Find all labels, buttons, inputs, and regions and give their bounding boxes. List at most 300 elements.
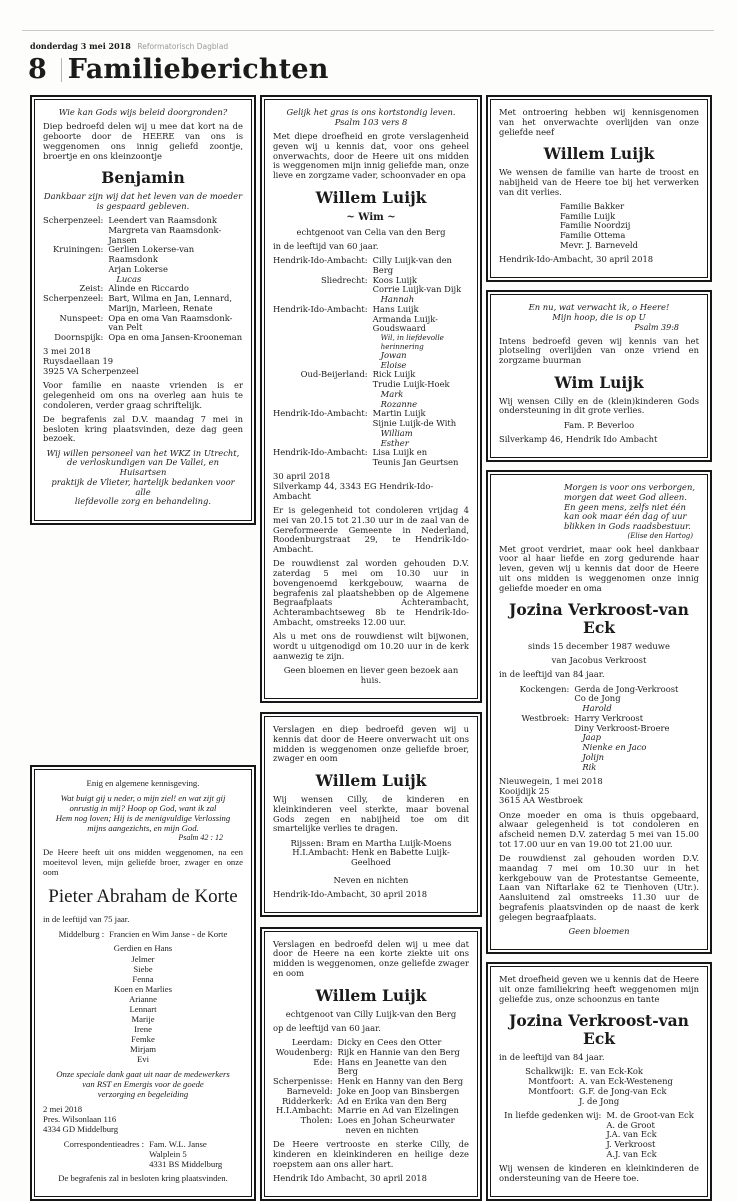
- verse-line: Mijn hoop, die is op U: [552, 312, 646, 323]
- verse-block: [273, 108, 469, 128]
- rows-table: [64, 1139, 223, 1169]
- verse-block: [43, 108, 243, 118]
- column-1: [30, 95, 256, 1201]
- centered-list: [499, 202, 699, 251]
- verse-block: [499, 303, 699, 332]
- top-rule: [22, 30, 714, 31]
- verse-line: van RST en Emergis voor de goede: [82, 1079, 204, 1090]
- value-line: E. van Eck-Kok: [579, 1066, 643, 1077]
- value-line: A.J. van Eck: [606, 1148, 657, 1159]
- row-label: Hendrik-Ido-Ambacht:: [273, 255, 368, 266]
- notice-content: [490, 294, 708, 458]
- value-line: Opa en oma Van Raamsdonk-van Pelt: [108, 312, 233, 333]
- verse-line: is gespaard gebleven.: [96, 200, 190, 211]
- notice-jozina-verkroost-zus: [486, 962, 712, 1201]
- value-line: Harry Verkroost: [574, 712, 644, 723]
- row: [273, 1106, 469, 1116]
- centered-line: Evi: [136, 1054, 150, 1065]
- notice-content: [264, 99, 478, 699]
- value-line: Wil, in liefdevolle herinnering: [380, 333, 444, 351]
- value-line: Corrie Luijk-van Dijk: [372, 284, 462, 295]
- deceased-name: Pieter Abraham de Korte: [48, 886, 238, 908]
- text-line: 3 mei 2018: [43, 346, 91, 357]
- row: [64, 1139, 223, 1169]
- paragraph: Met diepe droefheid en grote verslagenheid geven wij u kennis dat, voor ons geheel onverwachts, door de Heere uit ons midden is weggenomen mijn innig geliefde man, onze lieve en zorgzame vader, schoonvader en opa: [273, 131, 469, 180]
- row-label: Woudenberg:: [275, 1046, 333, 1057]
- verse-block: [43, 192, 243, 212]
- row-values: [108, 314, 243, 334]
- centered-line: Fenna: [132, 973, 154, 984]
- value-line: A. de Groot: [606, 1119, 655, 1130]
- row-label: Westbroek:: [521, 712, 570, 723]
- centered-line: Rijssen: Bram en Martha Luijk-Moens: [290, 837, 452, 848]
- paragraph: De Heere vertrooste en sterke Cilly, de kinderen en kleinkinderen en heilige deze roepstem aan ons aller hart.: [273, 1139, 469, 1169]
- deceased-name: Willem Luijk: [315, 771, 427, 791]
- row: [273, 1087, 469, 1097]
- column-2: [260, 95, 482, 1201]
- text-line: 4334 GD Middelburg: [43, 1124, 119, 1135]
- row-label: Middelburg :: [58, 928, 105, 939]
- row-label: Nunspeet:: [59, 312, 104, 323]
- paragraph: Onze moeder en oma is thuis opgebaard, alwaar gelegenheid is tot condoleren en afscheid nemen D.V. zaterdag 5 mei van 15.00 tot 17.00 uur en van 19.00 tot 21.00 uur.: [499, 809, 699, 849]
- value-line: Jowan: [380, 349, 407, 360]
- notice-wim-luijk-buurman: [486, 290, 712, 462]
- row-values: [108, 216, 243, 245]
- row: [43, 333, 243, 343]
- row-label: Ede:: [313, 1056, 333, 1067]
- row: [273, 305, 469, 370]
- rows-table: [273, 1038, 469, 1136]
- value-line: Marijn, Marleen, Renate: [108, 302, 213, 313]
- value-line: Rozanne: [380, 398, 418, 409]
- row-label: Scherpenzeel:: [43, 215, 104, 226]
- value-line: Esther: [380, 437, 409, 448]
- row-label: Hendrik-Ido-Ambacht:: [273, 408, 368, 419]
- text-line: in de leeftijd van 60 jaar.: [273, 240, 379, 251]
- verse-line: Hem nog loven; Hij is de menigvuldige Verlossing: [55, 813, 231, 824]
- value-line: J. Verkroost: [606, 1139, 656, 1149]
- value-line: Jaap: [582, 732, 602, 743]
- rows-table: [504, 1111, 694, 1160]
- value-line: G.F. de Jong-van Eck: [579, 1085, 667, 1096]
- paragraph: Er is gelegenheid tot condoleren vrijdag 4 mei van 20.15 tot 21.30 uur in de zaal van de Gereformeerde Gemeente in Nederland, Roodenburgstraat 29, te Hendrik-Ido-Ambacht.: [273, 505, 469, 555]
- rows-table: [525, 1067, 673, 1106]
- label-value-rows: [273, 256, 469, 468]
- value-line: Trudie Luijk-Hoek: [372, 379, 450, 390]
- row-label: H.I.Ambacht:: [275, 1105, 333, 1116]
- deceased-name: Willem Luijk: [543, 144, 655, 164]
- row-label: Kruiningen:: [52, 244, 104, 255]
- paragraph: We wensen de familie van harte de troost en nabijheid van de Heere toe bij het verwerken van dit verlies.: [499, 167, 699, 197]
- row: [273, 1058, 469, 1078]
- value-line: Hannah: [380, 294, 415, 305]
- verse-line: Onze speciale dank gaat uit naar de medewerkers: [56, 1069, 230, 1080]
- row-values: [338, 1058, 469, 1078]
- row: [273, 1077, 469, 1087]
- verse-lines: [564, 483, 695, 532]
- paragraph: Wij wensen Cilly, de kinderen en kleinkinderen veel sterkte, maar bovenal Gods zegen en nabijheid toe om dit smartelijke verlies te dragen.: [273, 794, 469, 834]
- row-values: [108, 245, 243, 284]
- verse-line: verzorging en begeleiding: [97, 1089, 189, 1100]
- value-line: neven en nichten: [345, 1124, 419, 1135]
- verse-block: [43, 1069, 243, 1099]
- row: [43, 216, 243, 245]
- verse-block: [43, 449, 243, 508]
- value-line: Rijk en Hannie van den Berg: [337, 1046, 460, 1057]
- row-label: Kockengen:: [519, 683, 570, 694]
- rows-table: [273, 256, 469, 468]
- deceased-name: Jozina Verkroost-van Eck: [509, 600, 689, 638]
- paragraph: De rouwdienst zal worden gehouden D.V. zaterdag 5 mei om 10.30 uur in bovengenoemd kerkgebouw, waarna de begrafenis zal plaatshebben op de Algemene Begraafplaats Achterambacht, Achterambachtseweg 8b te Hendrik-Ido-Ambacht, omstreeks 12.00 uur.: [273, 558, 469, 627]
- value-line: Loes en Johan Scheurwater: [337, 1115, 455, 1125]
- row-label: Leerdam:: [291, 1037, 333, 1047]
- row-values: [108, 333, 243, 343]
- value-line: Walplein 5: [149, 1148, 187, 1159]
- paragraph: Met ontroering hebben wij kennisgenomen van het onverwachte overlijden van onze geliefde neef: [499, 107, 699, 137]
- centered-line: Irene: [134, 1024, 152, 1035]
- list-line: Familie Noordzij: [560, 220, 631, 231]
- value-line: Opa en oma Jansen-Krooneman: [108, 332, 243, 343]
- row-values: [338, 1097, 469, 1107]
- text-lines: [499, 1053, 699, 1063]
- centered-line: H.I.Ambacht: Henk en Babette Luijk-Geelhoed: [292, 847, 450, 868]
- row-values: [373, 370, 469, 409]
- text-line: Kooijdijk 25: [499, 785, 550, 796]
- paragraph: De Heere heeft uit ons midden weggenomen, na een moeitevol leven, mijn geliefde broer, zwager en onze oom: [43, 847, 243, 878]
- list-line: Familie Luijk: [560, 210, 616, 221]
- paragraph: De rouwdienst zal gehouden worden D.V. maandag 7 mei om 10.30 uur in het kerkgebouw van de Protestantse Gemeente, Laan van Niftarlake 62 te Tienhoven (Utr.). Aansluitend zal omstreeks 11.30 uur de begrafenis plaatsvinden op de naast de kerk gelegen begraafplaats.: [499, 853, 699, 922]
- row-values: [373, 305, 469, 370]
- notice-willem-luijk-broer: [260, 712, 482, 917]
- row-values: [373, 448, 469, 468]
- row-label: Scherpenisse:: [273, 1076, 333, 1086]
- row-values: [108, 294, 243, 314]
- text-line: in de leeftijd van 75 jaar.: [43, 914, 130, 925]
- value-line: Gerda de Jong-Verkroost: [574, 683, 679, 694]
- label-value-rows: [499, 1111, 699, 1160]
- masthead-divider: [61, 58, 62, 82]
- deceased-name: Benjamin: [101, 168, 185, 188]
- centered-line: Mirjam: [129, 1044, 157, 1055]
- text-line: op de leeftijd van 60 jaar.: [273, 1022, 381, 1033]
- verse-line: liefdevolle zorg en behandeling.: [74, 496, 212, 507]
- centered-text: Geen bloemen en liever geen bezoek aan huis.: [283, 664, 459, 685]
- paragraph: Voor familie en naaste vrienden is er gelegenheid om ons na overleg aan huis te condoleren, verder graag schriftelijk.: [43, 380, 243, 410]
- value-line: Gerlien Lokerse-van Raamsdonk: [108, 244, 195, 265]
- text-line: Hendrik Ido Ambacht, 30 april 2018: [273, 1172, 427, 1183]
- verse-line: praktijk de Vlieter, hartelijk bedanken voor alle: [51, 476, 235, 497]
- value-line: Arjan Lokerse: [108, 263, 168, 274]
- row: [273, 256, 469, 276]
- row: [504, 1111, 694, 1160]
- verse-line: Wie kan Gods wijs beleid doorgronden?: [58, 107, 228, 117]
- row: [43, 314, 243, 334]
- verse-line: Psalm 103 vers 8: [334, 116, 408, 127]
- value-line: Margreta van Raamsdonk-Jansen: [108, 224, 222, 245]
- name-subtitle: ~ Wim ~: [346, 211, 396, 223]
- row: [59, 929, 228, 939]
- row: [520, 685, 679, 714]
- rows-table: [520, 685, 679, 773]
- row-values: [606, 1111, 694, 1160]
- row-values: [373, 409, 469, 448]
- kicker-paper-name: Reformatorisch Dagblad: [137, 42, 229, 51]
- value-line: Leendert van Raamsdonk: [108, 215, 217, 226]
- verse-line: En nu, wat verwacht ik, o Heere!: [528, 302, 670, 313]
- value-line: Eloise: [380, 359, 407, 370]
- centered-line: Gerdien en Hans: [113, 943, 173, 954]
- label-value-rows: [499, 1067, 699, 1106]
- verse-attribution: Psalm 39:8: [634, 322, 679, 332]
- row: [43, 245, 243, 284]
- verse-line: Wij willen personeel van het WKZ in Utrecht,: [46, 447, 240, 458]
- centered-line: Jelmer: [131, 953, 155, 964]
- row-label: Montfoort:: [528, 1076, 575, 1086]
- paragraph: Als u met ons de rouwdienst wilt bijwonen, wordt u uitgenodigd om 10.20 uur in de kerk aanwezig te zijn.: [273, 631, 469, 661]
- centered-line: Femke: [131, 1034, 155, 1045]
- value-line: Co de Jong: [574, 693, 621, 704]
- row-label: Schalkwijk:: [525, 1066, 575, 1077]
- centered-line: Neven en nichten: [333, 874, 409, 885]
- value-line: William: [380, 427, 413, 438]
- verse-line: onrustig in mij? Hoop op God, want ik zal: [69, 803, 217, 814]
- list-line: Mevr. J. Barneveld: [560, 239, 638, 250]
- name-subtitle: echtgenoot van Cilly Luijk-van den Berg: [285, 1008, 457, 1019]
- paragraph: De begrafenis zal D.V. maandag 7 mei in besloten kring plaatsvinden, deze dag geen bezoek.: [43, 413, 243, 444]
- row-label: Ridderkerk:: [281, 1095, 333, 1106]
- row-label: In liefde gedenken wij:: [504, 1109, 602, 1120]
- row-label: Tholen:: [300, 1115, 333, 1125]
- list-lines: [560, 202, 638, 251]
- text-line: in de leeftijd van 84 jaar.: [499, 1052, 605, 1062]
- row: [273, 276, 469, 305]
- text-line: Hendrik-Ido-Ambacht, 30 april 2018: [273, 889, 428, 900]
- deceased-name: Jozina Verkroost-van Eck: [509, 1011, 689, 1049]
- value-line: Hans en Jeanette van den Berg: [337, 1056, 447, 1077]
- verse-line: morgen dat weet God alleen.: [564, 491, 687, 502]
- row-label: Hendrik-Ido-Ambacht:: [273, 303, 368, 314]
- verse-line: Dankbaar zijn wij dat het leven van de moeder: [43, 191, 243, 202]
- verse-right-block: [499, 483, 699, 540]
- row-values: [579, 1087, 673, 1107]
- row-label: Doornspijk:: [54, 332, 104, 343]
- row: [273, 1116, 469, 1136]
- centered-text: Enig en algemene kennisgeving.: [86, 778, 200, 789]
- centered-line: Lennart: [129, 1004, 157, 1014]
- row-label: Hendrik-Ido-Ambacht:: [273, 447, 368, 458]
- row: [273, 409, 469, 448]
- value-line: Fam. W.L. Janse: [149, 1138, 207, 1149]
- value-line: Bart, Wilma en Jan, Lennard,: [108, 293, 232, 304]
- row: [525, 1087, 673, 1107]
- text-lines: [499, 255, 699, 265]
- deceased-name: Willem Luijk: [315, 187, 427, 207]
- value-line: Sijnie Luijk-de With: [372, 418, 457, 429]
- value-line: Marrie en Ad van Elzelingen: [337, 1105, 459, 1116]
- verse-line: Gelijk het gras is ons kortstondig leven.: [286, 107, 456, 117]
- centered-text: Geen bloemen: [568, 925, 630, 936]
- centered-line: Siebe: [133, 963, 153, 974]
- row-label: Correspondentieadres :: [63, 1138, 145, 1149]
- text-line: Hendrik-Ido-Ambacht, 30 april 2018: [499, 254, 654, 265]
- row-values: [149, 1139, 222, 1169]
- value-line: Jolijn: [582, 751, 605, 762]
- text-line: 3615 AA Westbroek: [499, 795, 583, 806]
- row-label: Scherpenzeel:: [43, 293, 104, 304]
- paragraph: Verslagen en diep bedroefd geven wij u kennis dat door de Heere onverwacht uit ons midden is weggenomen onze geliefde broer, zwager en oom: [273, 724, 469, 764]
- value-line: Ad en Erika van den Berg: [337, 1095, 447, 1106]
- row: [525, 1067, 673, 1077]
- row-values: [338, 1116, 469, 1136]
- notice-willem-luijk-familie: [260, 95, 482, 703]
- row-label: Montfoort:: [528, 1085, 575, 1096]
- notices-columns: [30, 95, 712, 1184]
- centered-text: Fam. P. Beverloo: [563, 419, 635, 430]
- row-values: [574, 714, 678, 773]
- value-line: Rik: [582, 761, 597, 772]
- section-masthead: [28, 54, 329, 85]
- rows-table: [43, 216, 243, 343]
- centered-line: Arianne: [129, 993, 157, 1004]
- notice-benjamin: [30, 95, 256, 525]
- text-lines: [43, 914, 243, 924]
- notice-content: [490, 99, 708, 278]
- paragraph: Wij wensen Cilly en de (klein)kinderen Gods ondersteuning in dit grote verlies.: [499, 395, 699, 416]
- value-line: Rick Luijk: [372, 369, 416, 380]
- paragraph: Wij wensen de kinderen en kleinkinderen de ondersteuning van de Heere toe.: [499, 1163, 699, 1183]
- column-3: [486, 95, 712, 1201]
- label-value-rows: [43, 1139, 243, 1169]
- label-value-rows: [499, 685, 699, 773]
- value-line: J. de Jong: [579, 1095, 620, 1106]
- text-line: Silverkamp 44, 3343 EG Hendrik-Ido-Ambacht: [273, 481, 434, 501]
- text-lines: [273, 242, 469, 252]
- page-kicker: [30, 41, 228, 51]
- centered-lines: [43, 943, 243, 1064]
- verse-line: de verloskundigen van De Vallei, en Huisartsen: [66, 457, 220, 478]
- text-lines: [43, 1104, 243, 1134]
- value-line: J.A. van Eck: [606, 1129, 657, 1140]
- paragraph: Intens bedroefd geven wij kennis van het plotseling overlijden van onze vriend en zorgzame buurman: [499, 335, 699, 366]
- notice-content: [490, 474, 708, 950]
- value-line: Hans Luijk: [372, 303, 419, 314]
- value-line: Armanda Luijk-Goudswaard: [372, 313, 439, 334]
- row-label: Barneveld:: [286, 1085, 333, 1096]
- text-lines: [43, 347, 243, 376]
- paragraph: Diep bedroefd delen wij u mee dat kort na de geboorte door de HEERE van ons is weggenomen ons innig geliefd zoontje, broertje en ons kleinzoontje: [43, 121, 243, 161]
- notice-content: [34, 769, 252, 1197]
- text-lines: [273, 1174, 469, 1184]
- paragraph: Met droefheid geven we u kennis dat de Heere uit onze familiekring heeft weggenomen mijn geliefde zus, onze schoonzus en tante: [499, 974, 699, 1004]
- notice-content: [490, 966, 708, 1197]
- row-label: Zeist:: [79, 283, 104, 294]
- notice-content: [264, 716, 478, 913]
- value-line: Cilly Luijk-van den Berg: [372, 255, 452, 275]
- value-line: Joke en Joop van Binsbergen: [337, 1085, 460, 1096]
- notice-jozina-verkroost-familie: [486, 470, 712, 954]
- notice-pieter-de-korte: [30, 765, 256, 1201]
- value-line: Henk en Hanny van den Berg: [337, 1076, 464, 1086]
- row-values: [373, 276, 469, 305]
- value-line: Mark: [380, 388, 404, 399]
- row: [273, 370, 469, 409]
- value-line: Harold: [582, 703, 612, 714]
- row-values: [338, 1077, 469, 1087]
- verse-line: blikken in Gods raadsbestuur.: [564, 521, 691, 532]
- value-line: Martin Luijk: [372, 408, 426, 419]
- label-value-rows: [273, 1038, 469, 1136]
- text-line: Nieuwegein, 1 mei 2018: [499, 775, 603, 786]
- row: [525, 1077, 673, 1087]
- notice-willem-luijk-zwager: [260, 927, 482, 1201]
- text-lines: [273, 1024, 469, 1034]
- value-line: Lucas: [116, 273, 142, 284]
- paragraph: Verslagen en bedroefd delen wij u mee dat door de Heere na een korte ziekte uit ons midden is weggenomen, onze geliefde zwager en oom: [273, 938, 469, 978]
- row-values: [579, 1077, 673, 1087]
- notice-content: [34, 99, 252, 521]
- row-values: [338, 1106, 469, 1116]
- kicker-date: donderdag 3 mei 2018: [30, 41, 131, 51]
- row-values: [338, 1087, 469, 1097]
- text-lines: [499, 670, 699, 680]
- name-subtitle: sinds 15 december 1987 weduwe: [528, 640, 670, 651]
- label-value-rows: [43, 929, 243, 939]
- value-line: Lisa Luijk en: [372, 447, 428, 458]
- page-number: 8: [28, 54, 47, 85]
- text-line: Pres. Wilsonlaan 116: [43, 1113, 117, 1124]
- notice-content: [264, 931, 478, 1197]
- row-label: Sliedrecht:: [320, 274, 368, 285]
- paragraph: Met groot verdriet, maar ook heel dankbaar voor al haar liefde en zorg gedurende haar leven, geven wij u kennis dat door de Heere uit ons midden is weggenomen onze innig geliefde moeder en oma: [499, 543, 699, 593]
- row: [520, 714, 679, 773]
- centered-line: Koen en Marlies: [114, 983, 172, 994]
- text-line: 3925 VA Scherpenzeel: [43, 365, 139, 376]
- verse-line: mijns aangezichts, en mijn God.: [87, 823, 199, 834]
- row-values: [373, 256, 469, 276]
- text-line: Silverkamp 46, Hendrik Ido Ambacht: [499, 433, 658, 444]
- centered-lines: [273, 839, 469, 886]
- value-line: Teunis Jan Geurtsen: [372, 457, 459, 468]
- row: [273, 448, 469, 468]
- value-line: A. van Eck-Westeneng: [579, 1076, 673, 1086]
- text-lines: [273, 472, 469, 501]
- value-line: Diny Verkroost-Broere: [574, 722, 670, 733]
- verse-block: [43, 793, 243, 843]
- list-line: Familie Ottema: [560, 230, 626, 241]
- row: [273, 1097, 469, 1107]
- row-label: Oud-Beijerland:: [300, 369, 368, 380]
- rows-table: [59, 929, 228, 939]
- notice-willem-luijk-neef: [486, 95, 712, 282]
- section-title: Familieberichten: [67, 54, 329, 85]
- list-line: Familie Bakker: [560, 200, 625, 211]
- row-values: [579, 1067, 673, 1077]
- text-line: in de leeftijd van 84 jaar.: [499, 669, 605, 680]
- value-line: Nienke en Jaco: [582, 742, 647, 753]
- name-subtitle: van Jacobus Verkroost: [551, 655, 647, 666]
- verse-line: Morgen is voor ons verborgen,: [564, 482, 695, 493]
- row-values: [574, 685, 678, 714]
- name-subtitle: echtgenoot van Celia van den Berg: [296, 226, 446, 237]
- row-values: [109, 929, 227, 939]
- label-value-rows: [43, 216, 243, 343]
- text-line: 2 mei 2018: [43, 1103, 83, 1114]
- value-line: Dicky en Cees den Otter: [337, 1037, 442, 1047]
- verse-attribution: Psalm 42 : 12: [178, 833, 223, 843]
- text-lines: [499, 777, 699, 806]
- text-lines: [499, 435, 699, 445]
- text-lines: [273, 890, 469, 900]
